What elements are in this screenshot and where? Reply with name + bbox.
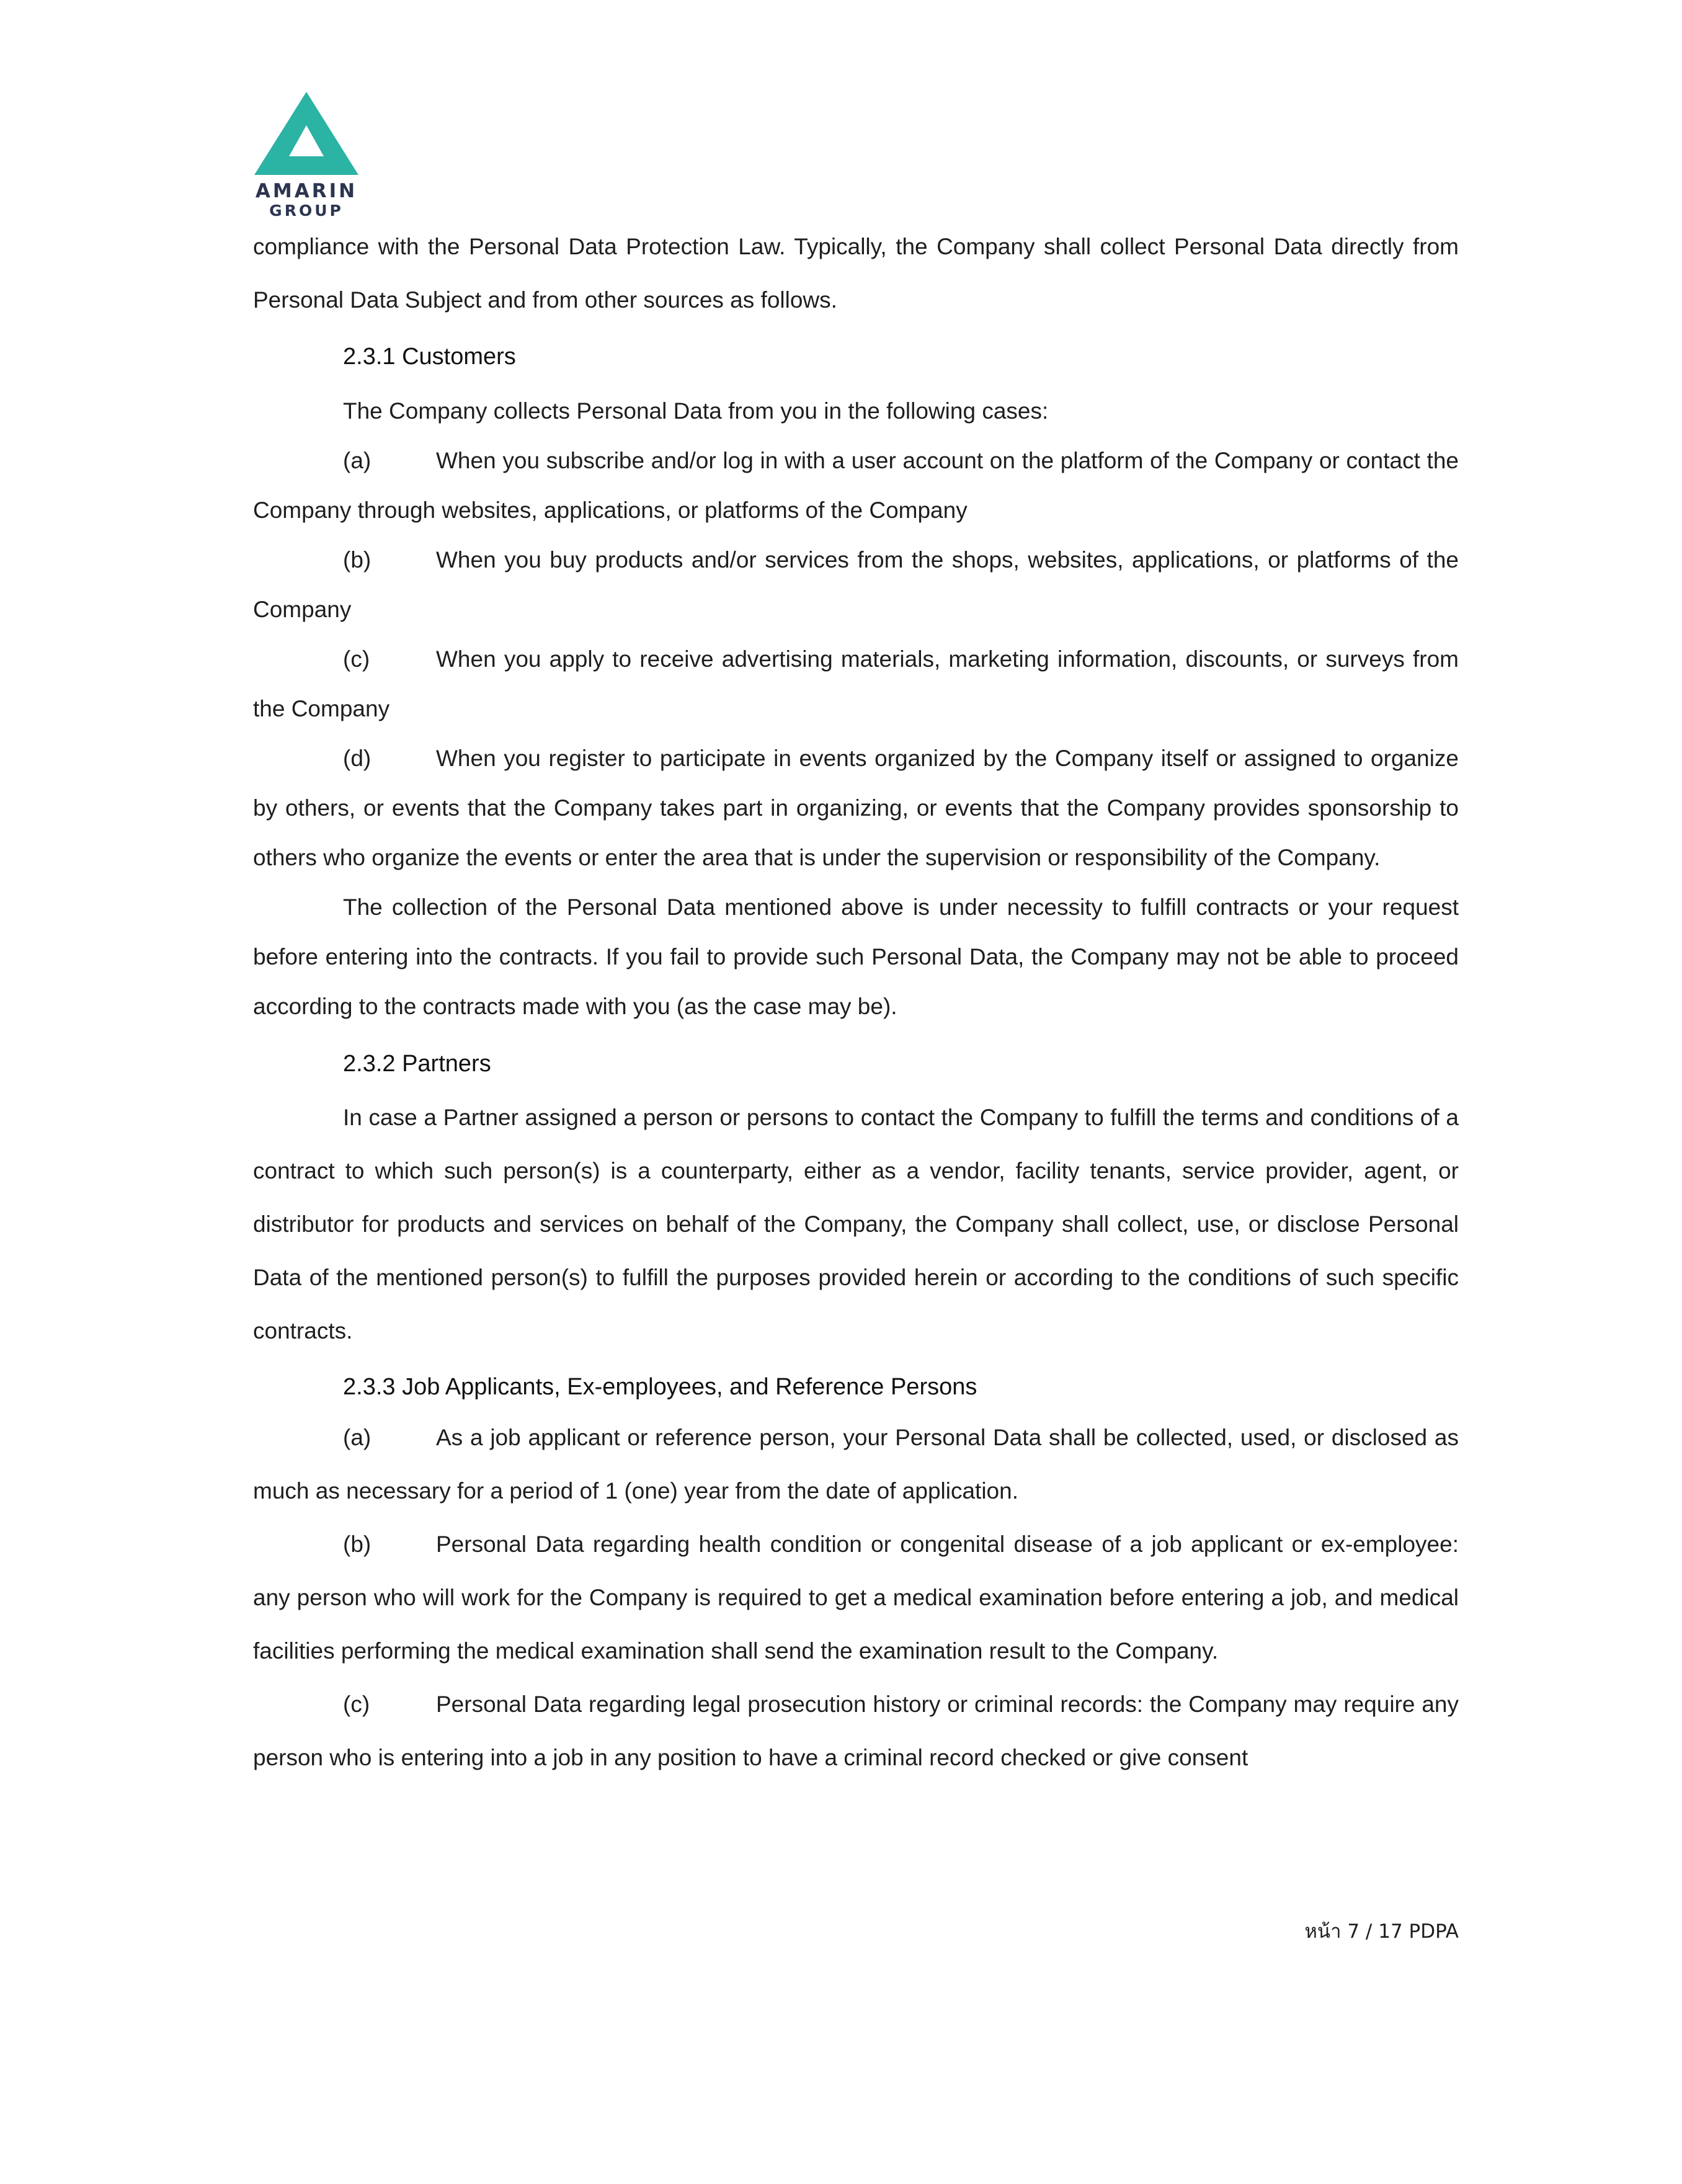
intro-paragraph: compliance with the Personal Data Protection Law. Typically, the Company shall collect Personal Data directly from Personal Data Subject and from other sources as follows. [253, 234, 1459, 313]
heading-applicants: 2.3.3 Job Applicants, Ex-employees, and Reference Persons [343, 1374, 977, 1400]
item-label: (c) [343, 1691, 370, 1717]
item-text: When you register to participate in events organized by the Company itself or assigned to organize by others, or events that the Company takes part in organizing, or events that the Company provides sponsorship to others who organize the events or enter the area that is under the supervision or responsibility of the Company. [253, 746, 1459, 870]
item-label: (a) [343, 1425, 372, 1450]
partners-paragraph: In case a Partner assigned a person or persons to contact the Company to fulfill the terms and conditions of a contract to which such person(s) is a counterparty, either as a vendor, facility tenants, service provider, agent, or distributor for products and services on behalf of the Company, the Company shall collect, use, or disclose Personal Data of the mentioned person(s) to fulfill the purposes provided herein or according to the conditions of such specific contracts. [253, 1105, 1459, 1344]
heading-partners: 2.3.2 Partners [343, 1051, 491, 1077]
triangle-logo-icon [251, 87, 362, 180]
item-text: Personal Data regarding legal prosecution history or criminal records: the Company may require any person who is entering into a job in any position to have a criminal record checked or give consent [253, 1691, 1459, 1770]
customers-lead: The Company collects Personal Data from you in the following cases: [343, 398, 1049, 424]
applicants-item-c [253, 1678, 1459, 1785]
customers-closing: The collection of the Personal Data mentioned above is under necessity to fulfill contracts or your request before entering into the contracts. If you fail to provide such Personal Data, the Company may not be able to proceed according to the contracts made with you (as the case may be). [253, 894, 1459, 1019]
item-text: When you buy products and/or services from the shops, websites, applications, or platforms of the Company [253, 547, 1459, 622]
item-text: Personal Data regarding health condition or congenital disease of a job applicant or ex-employee: any person who will work for the Company is required to get a medical examination before entering a job, and medical facilities performing the medical examination shall send the examination result to the Company. [253, 1531, 1459, 1664]
item-label: (d) [343, 746, 372, 771]
item-label: (b) [343, 547, 372, 573]
company-logo [251, 87, 362, 220]
applicants-item-a [253, 1411, 1459, 1518]
customers-item-d [253, 734, 1459, 883]
logo-word-amarin: AMARIN [255, 180, 358, 202]
item-text: When you subscribe and/or log in with a user account on the platform of the Company or contact the Company through websites, applications, or platforms of the Company [253, 448, 1459, 523]
page-footer: หน้า 7 / 17 PDPA [1304, 1920, 1459, 1943]
item-label: (b) [343, 1531, 372, 1557]
item-label: (c) [343, 646, 370, 672]
item-text: When you apply to receive advertising materials, marketing information, discounts, or surveys from the Company [253, 646, 1459, 721]
item-label: (a) [343, 448, 372, 473]
customers-item-b [253, 535, 1459, 635]
heading-customers: 2.3.1 Customers [343, 344, 516, 370]
applicants-item-b [253, 1518, 1459, 1678]
customers-item-c [253, 635, 1459, 734]
item-text: As a job applicant or reference person, your Personal Data shall be collected, used, or disclosed as much as necessary for a period of 1 (one) year from the date of application. [253, 1425, 1459, 1504]
document-body [253, 220, 1459, 1785]
customers-item-a [253, 436, 1459, 535]
logo-word-group: GROUP [269, 202, 344, 220]
